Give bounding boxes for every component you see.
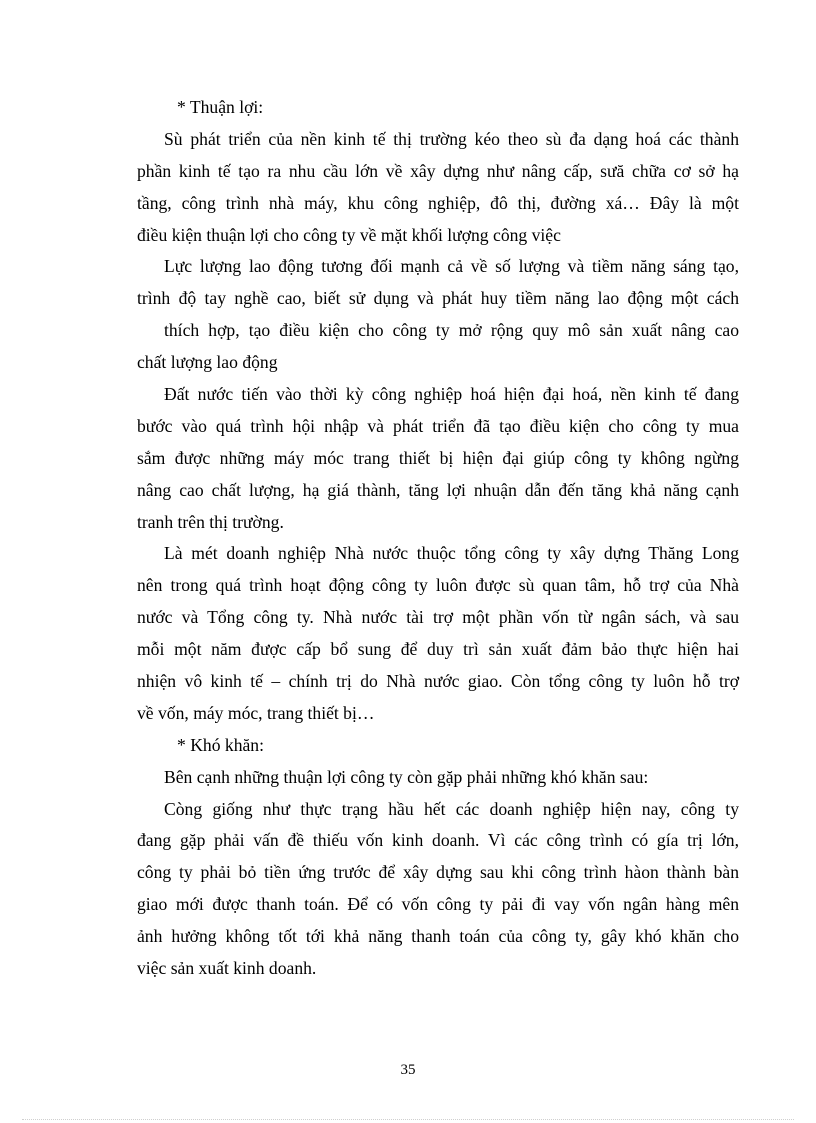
body-text: [137, 92, 739, 985]
text-line: mỗi một năm được cấp bổ sung để duy trì sản xuất đảm bảo thực hiện hai: [137, 639, 739, 660]
text-line: điều kiện thuận lợi cho công ty về mặt khối lượng công việc: [137, 224, 561, 245]
text-line: * Khó khăn:: [177, 734, 264, 755]
text-line: chất lượng lao động: [137, 352, 278, 373]
text-line: việc sản xuất kinh doanh.: [137, 958, 317, 979]
text-line: tranh trên thị trường.: [137, 511, 284, 532]
text-line: nâng cao chất lượng, hạ giá thành, tăng lợi nhuận dẫn đến tăng khả năng cạnh: [137, 479, 739, 500]
text-line: trình độ tay nghề cao, biết sử dụng và phát huy tiềm năng lao động một cách: [137, 288, 739, 309]
page-number: 35: [400, 1062, 416, 1078]
footer-divider: [22, 1119, 794, 1120]
text-line: phần kinh tế tạo ra nhu cầu lớn về xây dựng như nâng cấp, sưă chữa cơ sở hạ: [137, 160, 739, 181]
text-line: Sù phát triển của nền kinh tế thị trường kéo theo sù đa dạng hoá các thành: [164, 128, 739, 149]
text-line: Lực lượng lao động tương đối mạnh cả về số lượng và tiềm năng sáng tạo,: [164, 256, 739, 277]
text-line: Là mét doanh nghiệp Nhà nước thuộc tổng công ty xây dựng Thăng Long: [164, 543, 739, 564]
text-line: thích hợp, tạo điều kiện cho công ty mở rộng quy mô sản xuất nâng cao: [164, 320, 739, 341]
text-line: giao mới được thanh toán. Để có vốn công ty pải đi vay vốn ngân hàng mên: [137, 894, 739, 915]
text-line: ảnh hưởng không tốt tới khả năng thanh toán của công ty, gây khó khăn cho: [137, 926, 739, 947]
text-line: * Thuận lợi:: [177, 97, 264, 117]
text-line: Còng giống như thực trạng hầu hết các doanh nghiệp hiện nay, công ty: [164, 798, 739, 819]
text-line: sắm được những máy móc trang thiết bị hiện đại giúp công ty không ngừng: [137, 447, 739, 468]
text-line: bước vào quá trình hội nhập và phát triển đã tạo điều kiện cho công ty mua: [137, 415, 739, 436]
text-line: Bên cạnh những thuận lợi công ty còn gặp phải những khó khăn sau:: [164, 766, 649, 787]
text-line: nhiện vô kinh tế – chính trị do Nhà nước giao. Còn tổng công ty luôn hỗ trợ: [137, 671, 739, 692]
text-line: Đất nước tiến vào thời kỳ công nghiệp hoá hiện đại hoá, nền kinh tế đang: [164, 384, 739, 405]
text-line: tầng, công trình nhà máy, khu công nghiệp, đô thị, đường xá… Đây là một: [137, 192, 739, 213]
text-line: nước và Tổng công ty. Nhà nước tài trợ một phần vốn từ ngân sách, và sau: [137, 607, 739, 628]
text-line: đang gặp phải vấn đề thiếu vốn kinh doanh. Vì các công trình có gía trị lớn,: [137, 830, 739, 851]
text-line: về vốn, máy móc, trang thiết bị…: [137, 702, 375, 723]
text-line: nên trong quá trình hoạt động công ty luôn được sù quan tâm, hỗ trợ của Nhà: [137, 575, 739, 596]
text-line: công ty phải bỏ tiền ứng trước để xây dựng sau khi công trình hàon thành bàn: [137, 862, 739, 883]
